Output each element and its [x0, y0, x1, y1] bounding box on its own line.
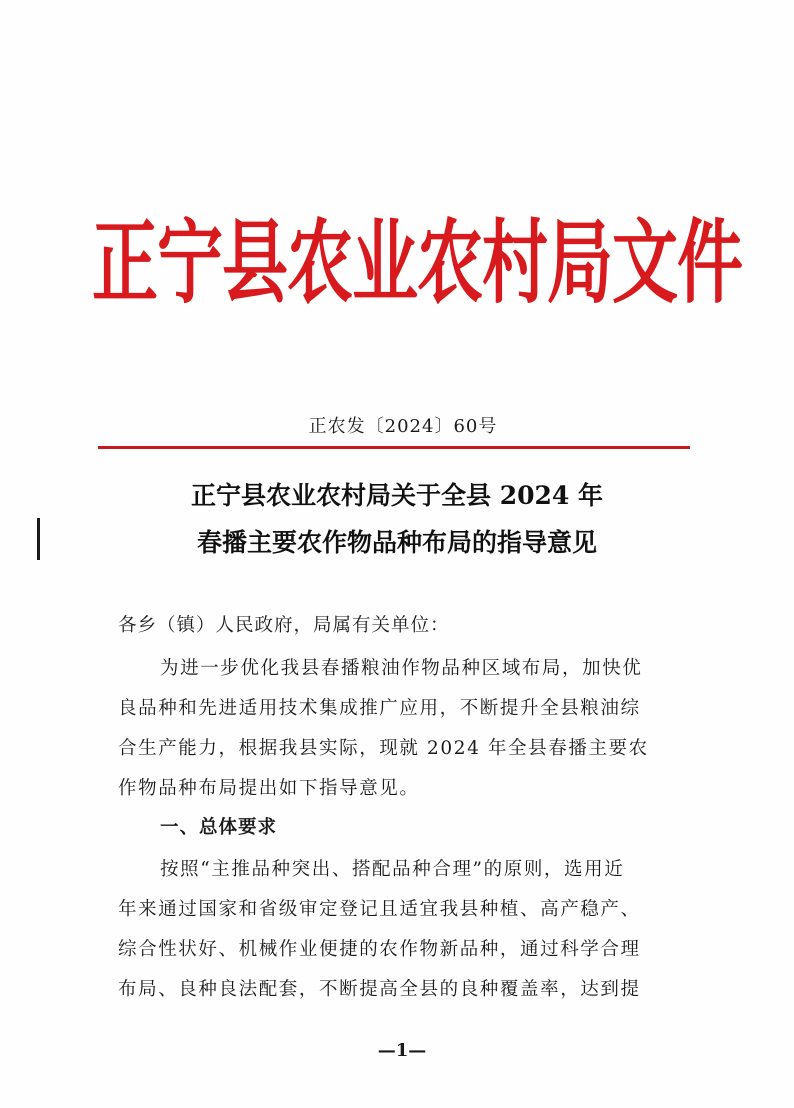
paragraph-line: 按照“主推品种突出、搭配品种合理”的原则，选用近 [160, 859, 625, 880]
paragraph-line: 年来通过国家和省级审定登记且适宜我县种植、高产稳产、 [118, 899, 641, 920]
paragraph-line: 综合性状好、机械作业便捷的农作物新品种，通过科学合理 [118, 939, 641, 960]
document-number: 正农发〔2024〕60号 [308, 416, 498, 437]
red-divider-line [98, 446, 690, 449]
paragraph-line: 为进一步优化我县春播粮油作物品种区域布局，加快优 [160, 658, 643, 679]
page-number: —1— [377, 1040, 427, 1061]
paragraph-line: 布局、良种良法配套，不断提高全县的良种覆盖率，达到提 [118, 979, 641, 1000]
salutation: 各乡（镇）人民政府，局属有关单位： [118, 615, 450, 636]
paragraph-line: 合生产能力，根据我县实际，现就 2024 年全县春播主要农 [118, 738, 649, 759]
paragraph-line: 良品种和先进适用技术集成推广应用，不断提升全县粮油综 [118, 698, 641, 719]
document-title-line-1: 正宁县农业农村局关于全县 2024 年 [191, 481, 603, 510]
agency-header-title: 正宁县农业农村局文件 [92, 208, 742, 316]
paragraph-line: 作物品种布局提出如下指导意见。 [118, 778, 420, 799]
document-title-line-2: 春播主要农作物品种布局的指导意见 [196, 528, 597, 557]
section-heading: 一、总体要求 [160, 817, 278, 838]
